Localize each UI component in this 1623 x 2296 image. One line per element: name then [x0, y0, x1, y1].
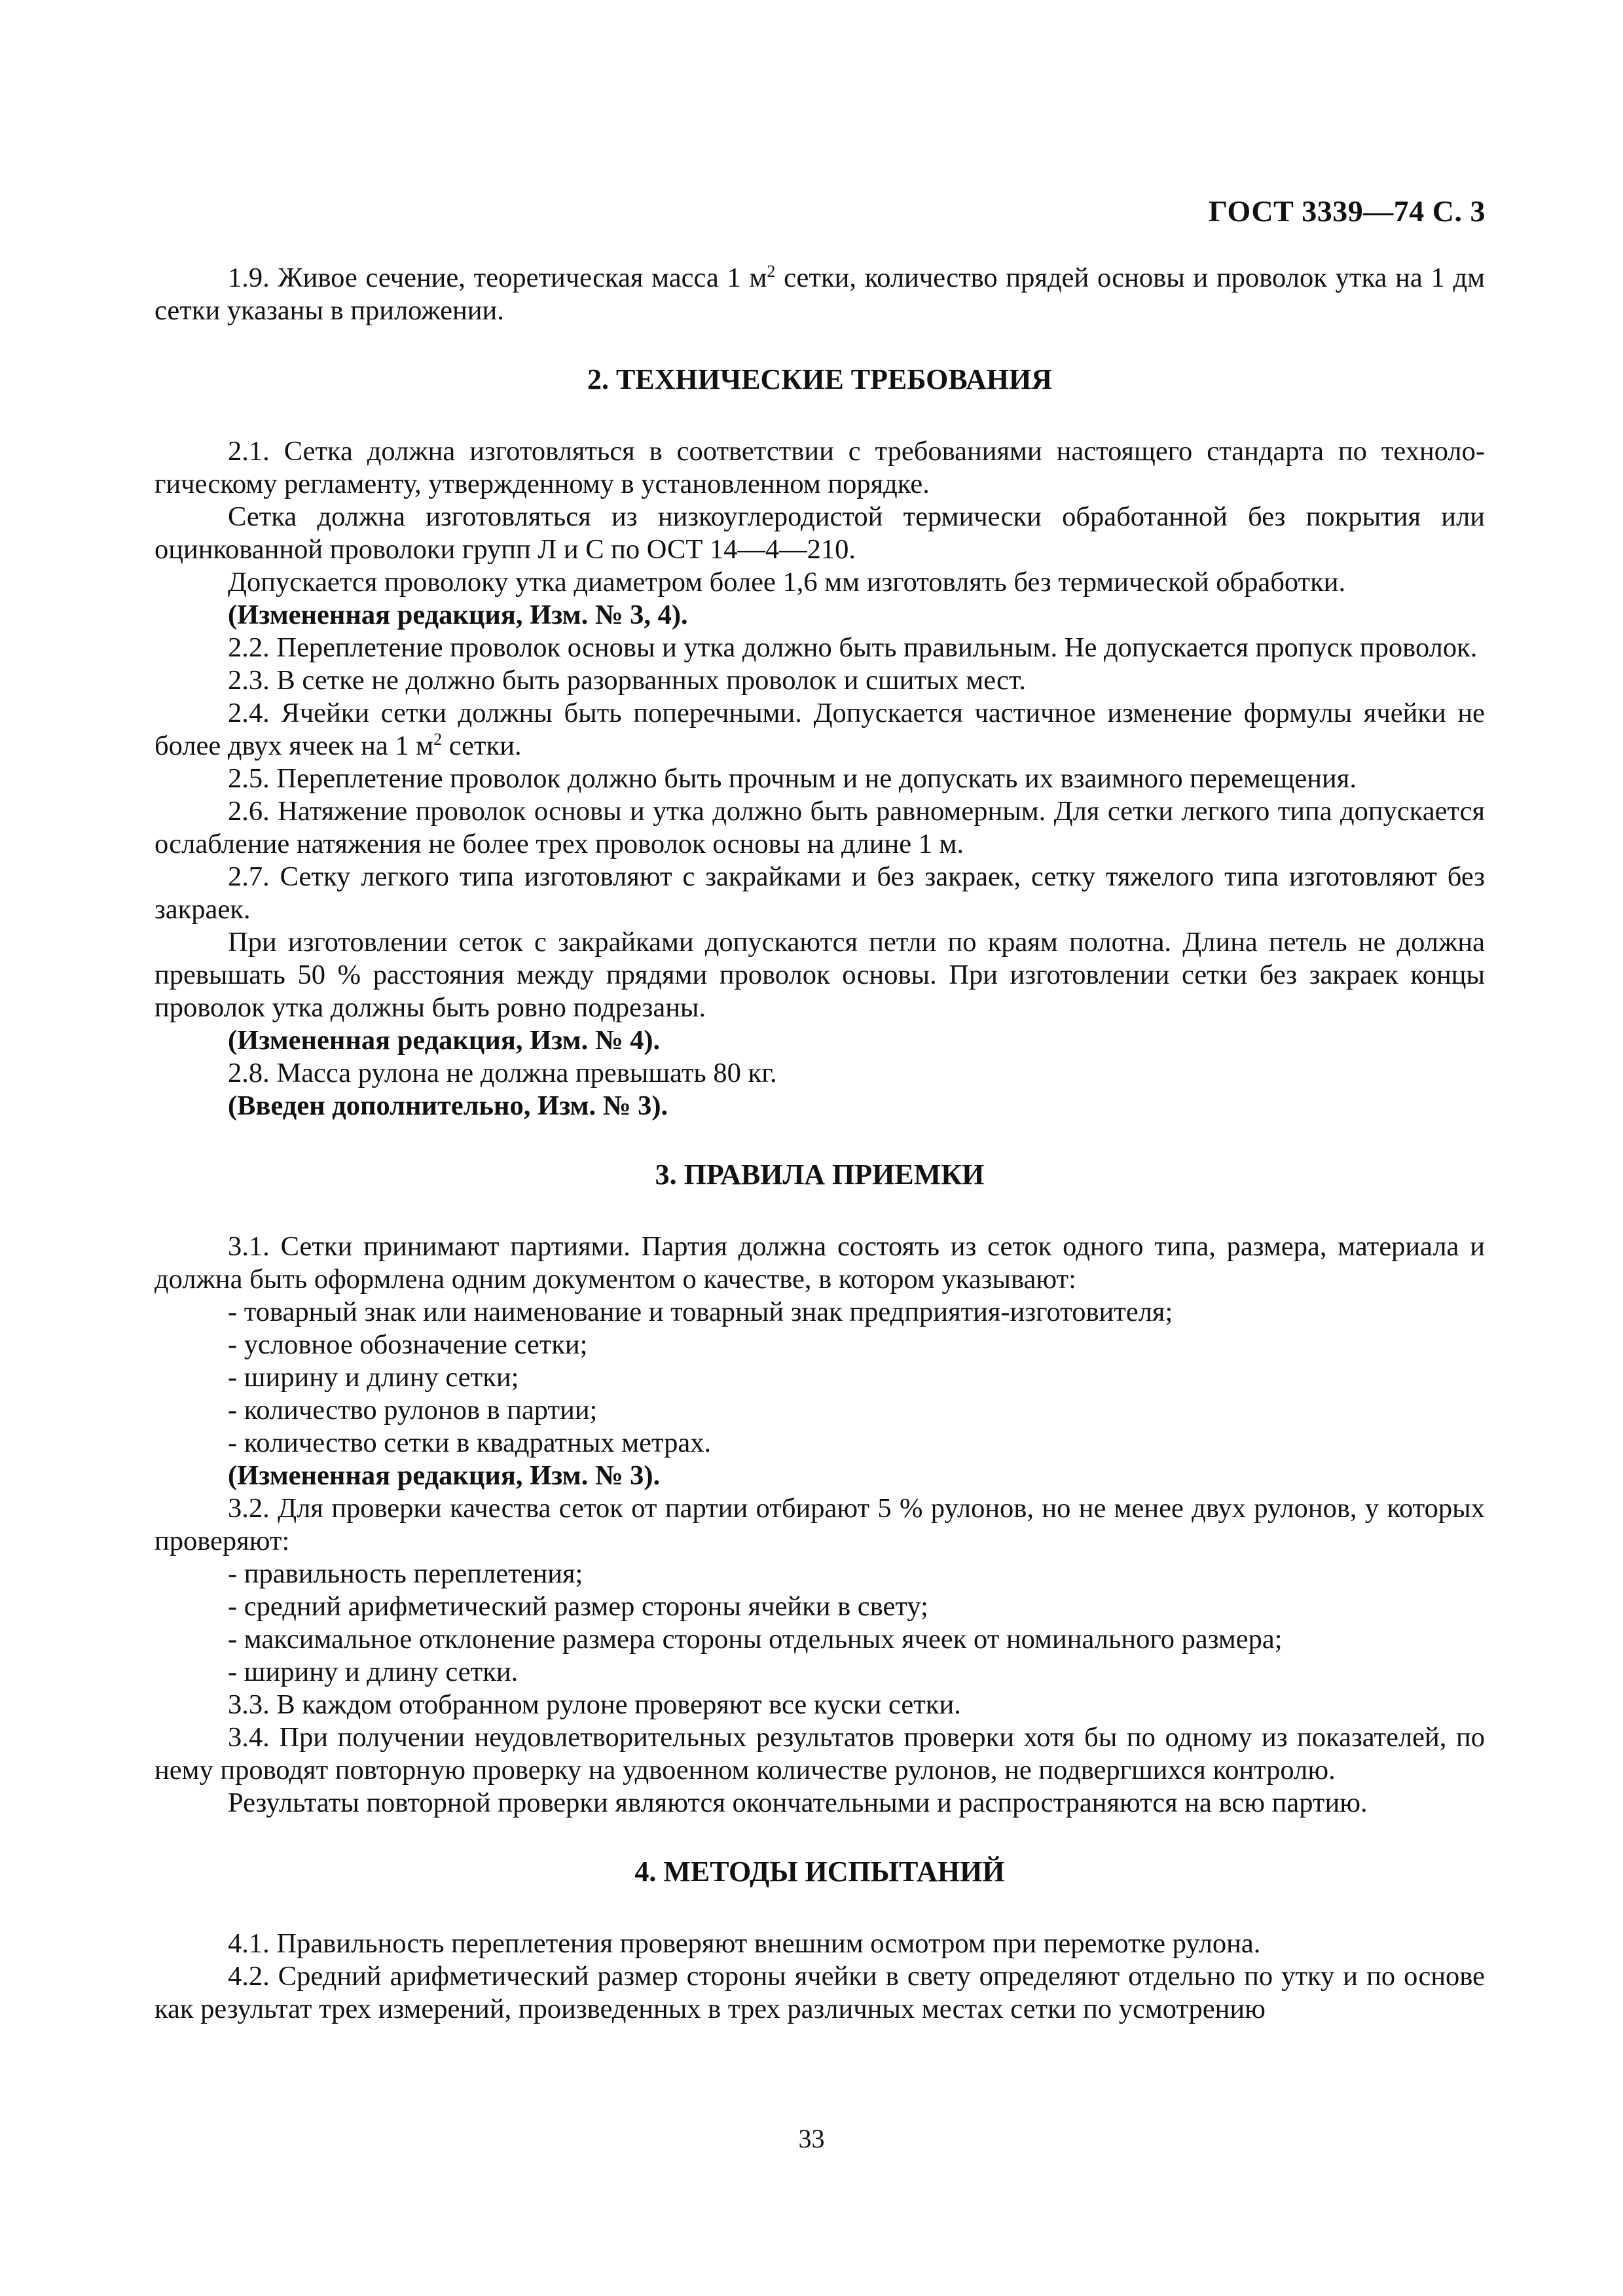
revision-note: (Введен дополнительно, Изм. № 3). — [228, 1090, 668, 1121]
page-header: ГОСТ 3339—74 С. 3 — [1208, 194, 1486, 228]
list-item: - правильность переплетения; — [228, 1558, 583, 1589]
page-number: 33 — [798, 2124, 825, 2153]
superscript: 2 — [433, 729, 443, 749]
paragraph-2-1b: Сетка должна изготовляться из низкоуглеродистой термически обработанной без покрытия или оцинкованной проволоки групп Л и С по ОСТ 14—4—210. — [155, 501, 1485, 565]
page-content — [155, 262, 1485, 2026]
paragraph-4-2: 4.2. Средний арифметический размер стороны ячейки в свету определяют отдельно по утку и по основе как результат трех измерений, произведенных в трех различных местах сетки по усмотрению — [155, 1961, 1485, 2024]
paragraph-2-6: 2.6. Натяжение проволок основы и утка должно быть равномерным. Для сетки легкого типа допускается ослабление натяжения не более трех проволок основы на длине 1 м. — [155, 796, 1485, 859]
paragraph-2-5: 2.5. Переплетение проволок должно быть прочным и не допускать их взаимного перемещения. — [228, 763, 1357, 794]
paragraph-3-4: 3.4. При получении неудовлетворительных результатов проверки хотя бы по одному из показателей, по нему проводят повторную проверку на удвоенном количестве рулонов, не подвергшихся контролю. — [155, 1722, 1485, 1785]
paragraph-4-1: 4.1. Правильность переплетения проверяют внешним осмотром при перемотке рулона. — [228, 1928, 1261, 1959]
list-item: - ширину и длину сетки; — [228, 1362, 519, 1393]
paragraph-2-7b: При изготовлении сеток с закрайками допускаются петли по краям полотна. Длина петель не должна превышать 50 % расстояния между прядями проволок основы. При изготовлении сетки без закраек концы проволок утка должны быть ровно подрезаны. — [155, 927, 1485, 1023]
paragraph-3-1: 3.1. Сетки принимают партиями. Партия должна состоять из сеток одного типа, размера, материала и должна быть оформлена одним документом о качестве, в котором указывают: — [155, 1231, 1485, 1295]
revision-note: (Измененная редакция, Изм. № 4). — [228, 1025, 661, 1056]
paragraph-1-9 — [155, 262, 1485, 327]
section-heading-4: 4. МЕТОДЫ ИСПЫТАНИЙ — [634, 1856, 1005, 1888]
list-item: - условное обозначение сетки; — [228, 1329, 588, 1360]
revision-note: (Измененная редакция, Изм. № 3). — [228, 1460, 661, 1491]
list-item: - количество рулонов в партии; — [228, 1395, 598, 1426]
paragraph-2-8: 2.8. Масса рулона не должна превышать 80 кг. — [228, 1058, 777, 1088]
list-item: - ширину и длину сетки. — [228, 1657, 519, 1687]
section-heading-2: 2. ТЕХНИЧЕСКИЕ ТРЕБОВАНИЯ — [587, 363, 1052, 395]
list-item: - максимальное отклонение размера стороны отдельных ячеек от номинального размера; — [228, 1624, 1283, 1655]
list-item: - средний арифметический размер стороны ячейки в свету; — [228, 1591, 928, 1622]
text-2-4b: сетки. — [442, 730, 522, 761]
paragraph-2-2: 2.2. Переплетение проволок основы и утка должно быть правильным. Не допускается пропуск проволок. — [228, 632, 1478, 663]
text-1-9a: 1.9. Живое сечение, теоретическая масса 1 м — [228, 262, 767, 293]
list-item: - количество сетки в квадратных метрах. — [228, 1427, 712, 1458]
text-2-4a: 2.4. Ячейки сетки должны быть поперечными. Допускается частичное изменение формулы ячейки не более двух ячеек на 1 м — [155, 698, 1485, 761]
section-heading-3: 3. ПРАВИЛА ПРИЕМКИ — [655, 1158, 985, 1191]
text-1-9b: сетки, количество прядей основы и проволок утка на 1 дм сетки указаны в приложении. — [155, 262, 1485, 326]
paragraph-3-4b: Результаты повторной проверки являются окончательными и распространяются на всю партию. — [228, 1787, 1368, 1818]
superscript: 2 — [767, 261, 776, 281]
paragraph-2-4 — [155, 697, 1485, 762]
paragraph-2-1c: Допускается проволоку утка диаметром более 1,6 мм изготовлять без термической обработки. — [228, 567, 1346, 598]
paragraph-3-2: 3.2. Для проверки качества сеток от партии отбирают 5 % рулонов, но не менее двух рулонов, у которых проверяют: — [155, 1493, 1485, 1556]
paragraph-3-3: 3.3. В каждом отобранном рулоне проверяют все куски сетки. — [228, 1689, 961, 1720]
list-item: - товарный знак или наименование и товарный знак предприятия-изготовителя; — [228, 1297, 1173, 1327]
paragraph-2-1: 2.1. Сетка должна изготовляться в соответствии с требованиями настоящего стандарта по технологическому регламенту, утвержденному в установленном порядке. — [155, 436, 1485, 499]
paragraph-2-3: 2.3. В сетке не должно быть разорванных проволок и сшитых мест. — [228, 665, 1027, 696]
paragraph-2-7: 2.7. Сетку легкого типа изготовляют с закрайками и без закраек, сетку тяжелого типа изготовляют без закраек. — [155, 861, 1485, 925]
revision-note: (Измененная редакция, Изм. № 3, 4). — [228, 600, 688, 630]
